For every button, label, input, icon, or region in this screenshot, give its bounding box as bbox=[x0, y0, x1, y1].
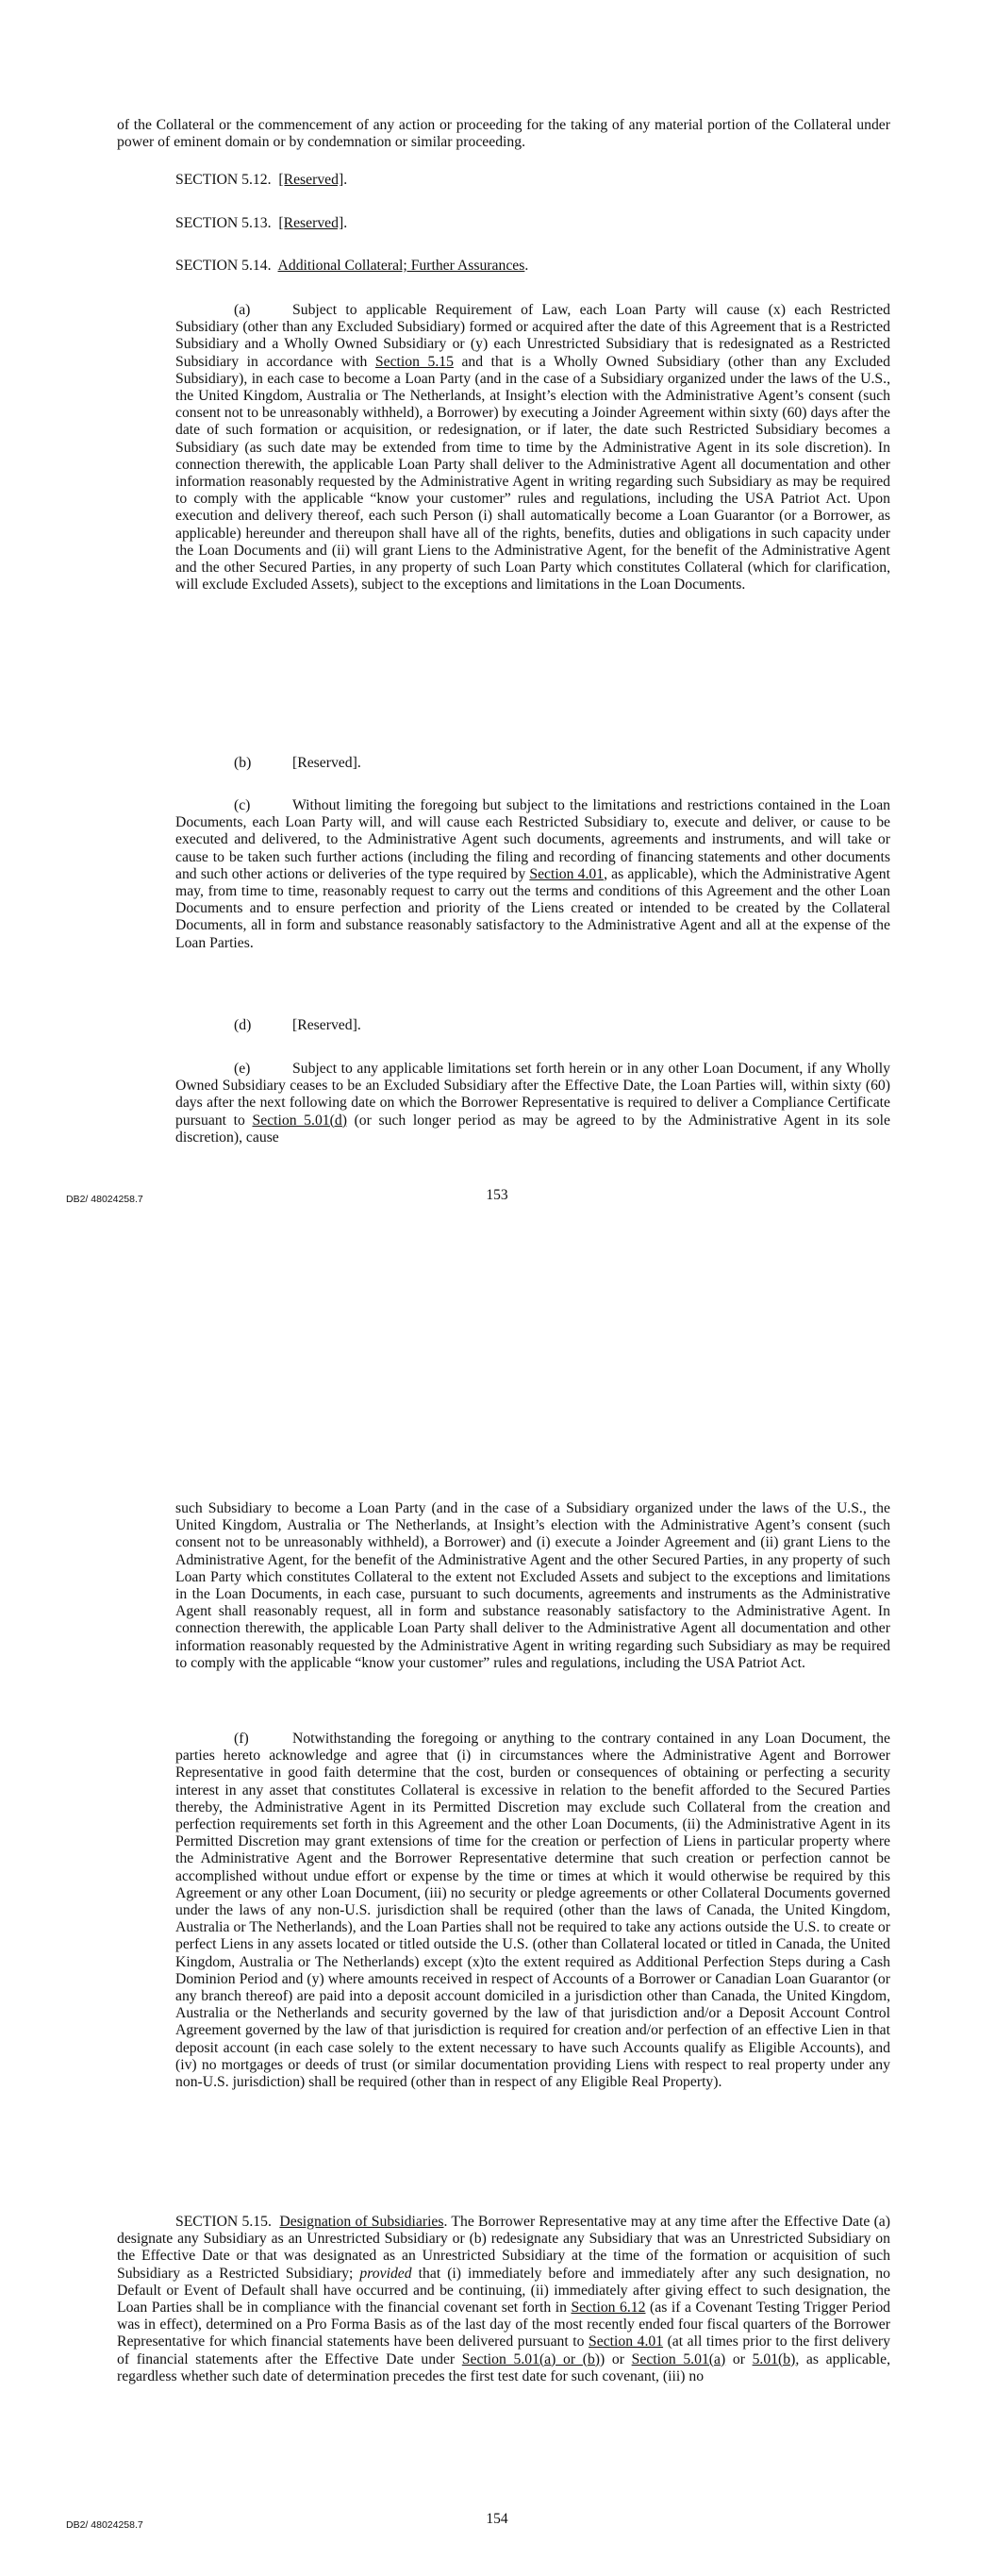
section-reference: Section 4.01 bbox=[589, 2333, 664, 2350]
clause-e bbox=[175, 1061, 890, 1146]
clause-label: (b) bbox=[234, 755, 252, 771]
clause-d bbox=[175, 1017, 890, 1034]
clause-label: (d) bbox=[234, 1017, 252, 1033]
clause-label: (f) bbox=[234, 1731, 249, 1747]
section-title: [Reserved] bbox=[278, 215, 344, 231]
section-text: ) or bbox=[600, 2350, 632, 2367]
section-reference: Section 5.01(a) or (b) bbox=[461, 2350, 601, 2367]
section-text: (at all times prior to the first delivery of financial statements after the Effective Date under bbox=[117, 2333, 891, 2367]
section-reference: Section 6.12 bbox=[571, 2300, 646, 2317]
clause-label: (c) bbox=[234, 797, 251, 813]
section-title: Designation of Subsidiaries bbox=[279, 2214, 444, 2230]
section-number: SECTION 5.12. bbox=[175, 172, 272, 188]
section-5-12-heading bbox=[175, 172, 347, 189]
provided-term: provided bbox=[359, 2265, 412, 2282]
section-text: , as applicable, regardless whether such date of determination precedes the first test date for such covenant, (iii) no bbox=[117, 2350, 890, 2384]
section-5-15 bbox=[117, 2214, 890, 2385]
section-tail: . bbox=[343, 215, 348, 231]
clause-text: Without limiting the foregoing but subject to the limitations and restrictions contained in the Loan Documents, each Loan Party will, and will cause each Restricted Subsidiary to, execute and deliver, or cause to be executed and delivered, to the Administrative Agent such documents, agreements and instruments, and will take or cause to be taken such further actions (including the filing and recording of financing statements and other documents and such other actions or deliveries of the type required by bbox=[175, 797, 890, 882]
clause-b bbox=[175, 755, 890, 772]
clause-text: [Reserved]. bbox=[292, 1017, 361, 1033]
section-number: SECTION 5.13. bbox=[175, 215, 272, 231]
intro-paragraph: of the Collateral or the commencement of any action or proceeding for the taking of any material portion of the Collateral under power of eminent domain or by condemnation or similar proceeding. bbox=[117, 117, 890, 151]
document-id: DB2/ 48024258.7 bbox=[66, 1194, 143, 1205]
clause-text: Subject to applicable Requirement of Law, each Loan Party will cause (x) each Restricted Subsidiary (other than any Excluded Subsidiary) formed or acquired after the date of this Agreement that is a Restricted Subsidiary and a Wholly Owned Subsidiary or (y) each Unrestricted Subsidiary that is redesignated as a Restricted Subsidiary in accordance with bbox=[175, 302, 890, 370]
section-tail: . bbox=[343, 172, 348, 188]
section-text: . The Borrower Representative may at any time after the Effective Date (a) designate any Subsidiary as an Unrestricted Subsidiary or (b) redesignate any Subsidiary that was an Unrestricted Subsidiary on the Effective Date or that was designated as an Unrestricted Subsidiary at the time of the formation or acquisition of such Subsidiary as a Restricted Subsidiary; bbox=[117, 2214, 890, 2282]
section-text: that (i) immediately before and immediately after any such designation, no Default or Event of Default shall have occurred and be continuing, (ii) immediately after giving effect to such designation, the Loan Parties shall be in compliance with the financial covenant set forth in bbox=[117, 2265, 890, 2317]
continuation-paragraph: such Subsidiary to become a Loan Party (and in the case of a Subsidiary organized under the laws of the U.S., the United Kingdom, Australia or The Netherlands, at Insight’s election with the Administrative Agent’s consent (such consent not to be unreasonably withheld), a Borrower) and (i) execute a Joinder Agreement and (ii) grant Liens to the Administrative Agent, for the benefit of the Administrative Agent and the other Secured Parties, in any property of such Loan Party which constitutes Collateral to the extent not Excluded Assets and subject to the exceptions and limitations in the Loan Documents, in each case, pursuant to such documents, agreements and instruments as the Administrative Agent shall reasonably request, all in form and substance reasonably satisfactory to the Administrative Agent. In connection therewith, the applicable Loan Party shall deliver to the Administrative Agent all documentation and other information reasonably requested by the Administrative Agent in writing regarding such Subsidiary as may be required to comply with the applicable “know your customer” rules and regulations, including the USA Patriot Act. bbox=[175, 1500, 890, 1671]
section-reference: Section 5.15 bbox=[374, 353, 454, 370]
section-tail: . bbox=[524, 258, 529, 274]
page-number: 154 bbox=[486, 2511, 508, 2527]
clause-label: (a) bbox=[234, 302, 251, 318]
section-text: or bbox=[725, 2350, 753, 2367]
clause-a bbox=[175, 302, 890, 594]
section-title: [Reserved] bbox=[278, 172, 344, 188]
clause-text: Subject to any applicable limitations set forth herein or in any other Loan Document, if any Wholly Owned Subsidiary ceases to be an Excluded Subsidiary after the Effective Date, the Loan Parties will, within sixty (60) days after the next following date on which the Borrower Representative is required to deliver a Compliance Certificate pursuant to bbox=[175, 1061, 890, 1129]
section-text: (as if a Covenant Testing Trigger Period was in effect), determined on a Pro Forma Basis as of the last day of the most recently ended four fiscal quarters of the Borrower Representative for which financial statements have been delivered pursuant to bbox=[117, 2300, 891, 2350]
clause-text: (or such longer period as may be agreed to by the Administrative Agent in its sole discretion), cause bbox=[175, 1112, 890, 1146]
clause-f bbox=[175, 1731, 890, 2091]
section-title: Additional Collateral; Further Assurances bbox=[277, 258, 525, 274]
clause-text: Notwithstanding the foregoing or anything to the contrary contained in any Loan Document, the parties hereto acknowledge and agree that (i) in circumstances where the Administrative Agent and Borrower Representative in good faith determine that the cost, burden or consequences of obtaining or perfecting a security interest in any asset that constitutes Collateral is excessive in relation to the benefit afforded to the Secured Parties thereby, the Administrative Agent in its Permitted Discretion may exclude such Collateral from the creation and perfection requirements set forth in this Agreement and the other Loan Documents, (ii) the Administrative Agent in its Permitted Discretion may grant extensions of time for the creation or perfection of Liens in particular property where the Administrative Agent and the Borrower Representative determine that such creation or perfection cannot be accomplished without undue effort or expense by the time or times at which it would otherwise be required by this Agreement or any other Loan Document, (iii) no security or pledge agreements or other Collateral Documents governed under the laws of any non-U.S. jurisdiction shall be required (other than the laws of Canada, the United Kingdom, Australia or The Netherlands), and the Loan Parties shall not be required to take any actions outside the U.S. to create or perfect Liens in any assets located or titled outside the U.S. (other than Collateral located or titled in Canada, the United Kingdom, Australia or The Netherlands) except (x)to the extent required as Additional Perfection Steps during a Cash Dominion Period and (y) where amounts received in respect of Accounts of a Borrower or Canadian Loan Guarantor (or any branch thereof) are paid into a deposit account domiciled in a jurisdiction other than Canada, the United Kingdom, Australia or the Netherlands and security governed by the law of that jurisdiction and/or a Deposit Account Control Agreement governed by the law of that jurisdiction is required for creation and/or perfection of an effective Lien in that deposit account (in each case solely to the extent necessary to have such Accounts qualify as Eligible Accounts), and (iv) no mortgages or deeds of trust (or similar documentation providing Liens with respect to real property under any non-U.S. jurisdiction) shall be required (other than in respect of any Eligible Real Property). bbox=[175, 1731, 890, 2091]
clause-text: , as applicable), which the Administrative Agent may, from time to time, reasonably request to carry out the terms and conditions of this Agreement and the other Loan Documents and to ensure perfection and priority of the Liens created or intended to be created by the Collateral Documents, all in form and substance reasonably satisfactory to the Administrative Agent and all at the expense of the Loan Parties. bbox=[175, 865, 890, 951]
section-number: SECTION 5.14. bbox=[175, 258, 272, 274]
section-5-14-heading bbox=[175, 258, 528, 275]
document-id: DB2/ 48024258.7 bbox=[66, 2519, 143, 2531]
section-5-13-heading bbox=[175, 215, 347, 232]
clause-text: and that is a Wholly Owned Subsidiary (other than any Excluded Subsidiary), in each case to become a Loan Party (and in the case of a Subsidiary organized under the laws of the U.S., the United Kingdom, Australia or The Netherlands, at Insight’s election with the Administrative Agent’s consent (such consent not to be unreasonably withheld), a Borrower) by executing a Joinder Agreement within sixty (60) days after the date of such formation or acquisition, or redesignation, or if later, the date such Restricted Subsidiary becomes a Subsidiary (as such date may be extended from time to time by the Administrative Agent in its sole discretion). In connection therewith, the applicable Loan Party shall deliver to the Administrative Agent all documentation and other information reasonably requested by the Administrative Agent in writing regarding such Subsidiary as may be required to comply with the applicable “know your customer” rules and regulations, including the USA Patriot Act. Upon execution and delivery thereof, each such Person (i) shall automatically become a Loan Guarantor (or a Borrower, as applicable) hereunder and thereupon shall have all of the rights, benefits, duties and obligations in such capacity under the Loan Documents and (ii) will grant Liens to the Administrative Agent, for the benefit of the Administrative Agent and the other Secured Parties, in any property of such Loan Party which constitutes Collateral (which for clarification, will exclude Excluded Assets), subject to the exceptions and limitations in the Loan Documents. bbox=[175, 353, 890, 594]
clause-label: (e) bbox=[234, 1061, 251, 1077]
section-reference: Section 5.01(d) bbox=[252, 1112, 347, 1129]
section-reference: Section 5.01(a) bbox=[631, 2350, 726, 2367]
section-number: SECTION 5.15. bbox=[175, 2214, 272, 2230]
section-reference: Section 4.01 bbox=[529, 865, 605, 882]
page-number: 153 bbox=[486, 1187, 508, 1203]
clause-text: [Reserved]. bbox=[292, 755, 361, 771]
clause-c bbox=[175, 797, 890, 952]
section-reference: 5.01(b) bbox=[752, 2350, 796, 2367]
